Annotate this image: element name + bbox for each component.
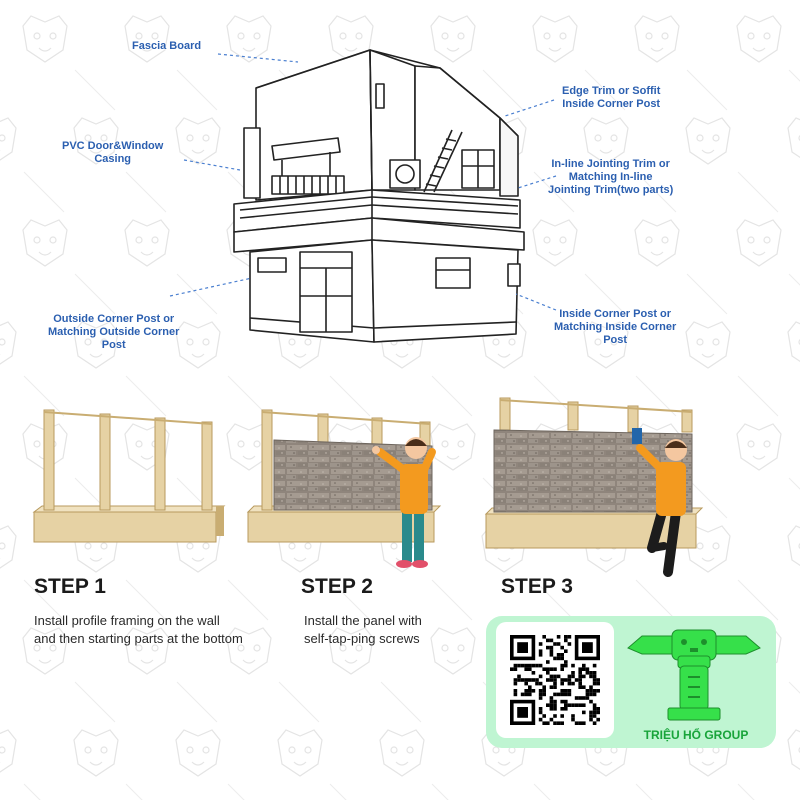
watermark-line (126, 784, 166, 800)
tiger-head-icon (380, 730, 424, 776)
callout-line: Jointing Trim(two parts) (548, 184, 674, 196)
step2-description-line: Install the panel with (304, 613, 422, 628)
step2-panel-install (248, 410, 440, 568)
tiger-head-icon (788, 730, 800, 776)
callout-line: Casing (94, 153, 132, 165)
callout-line: PVC Door&Window (62, 140, 164, 152)
watermark-line (636, 784, 676, 800)
watermark-line (381, 682, 421, 722)
callout-line: Post (101, 339, 126, 351)
step1-title: STEP 1 (34, 575, 106, 598)
brand-card (486, 616, 776, 748)
watermark-line (789, 682, 800, 722)
tiger-head-icon (74, 730, 118, 776)
callout-line: In-line Jointing Trim or (551, 158, 670, 170)
step1-framing (34, 410, 224, 542)
brand-name: TRIỆU HỔ GROUP (643, 728, 749, 742)
callout-line: Outside Corner Post or (53, 313, 175, 325)
callout-line: Post (603, 334, 628, 346)
qr-code-icon[interactable] (496, 622, 614, 738)
tiger-head-icon (278, 730, 322, 776)
tiger-head-icon (0, 730, 16, 776)
watermark-line (75, 682, 115, 722)
step1-description-line: and then starting parts at the bottom (34, 631, 243, 646)
watermark-line (279, 682, 319, 722)
step1-description-line: Install profile framing on the wall (34, 613, 220, 628)
tiger-totem-logo-icon (622, 622, 766, 726)
callout-line: Inside Corner Post or (559, 308, 672, 320)
watermark-line (228, 784, 268, 800)
step3-title: STEP 3 (501, 575, 573, 598)
step2-description (304, 612, 422, 648)
callout-line: Fascia Board (132, 40, 202, 52)
watermark-line (738, 784, 778, 800)
watermark-line (330, 784, 370, 800)
callout-line: Edge Trim or Soffit (562, 85, 661, 97)
tiger-head-icon (431, 628, 475, 674)
step3-screw-install (486, 398, 702, 572)
watermark-line (432, 784, 472, 800)
callout-line: Matching Outside Corner (48, 326, 180, 338)
callout-line: Matching In-line (568, 171, 653, 183)
step1-description (34, 612, 243, 648)
step2-description-line: self-tap-ping screws (304, 631, 420, 646)
watermark-line (177, 682, 217, 722)
tiger-head-icon (176, 730, 220, 776)
callout-line: Inside Corner Post (562, 98, 661, 110)
watermark-line (534, 784, 574, 800)
watermark-line (24, 784, 64, 800)
step2-title: STEP 2 (301, 575, 373, 598)
callout-line: Matching Inside Corner (554, 321, 677, 333)
